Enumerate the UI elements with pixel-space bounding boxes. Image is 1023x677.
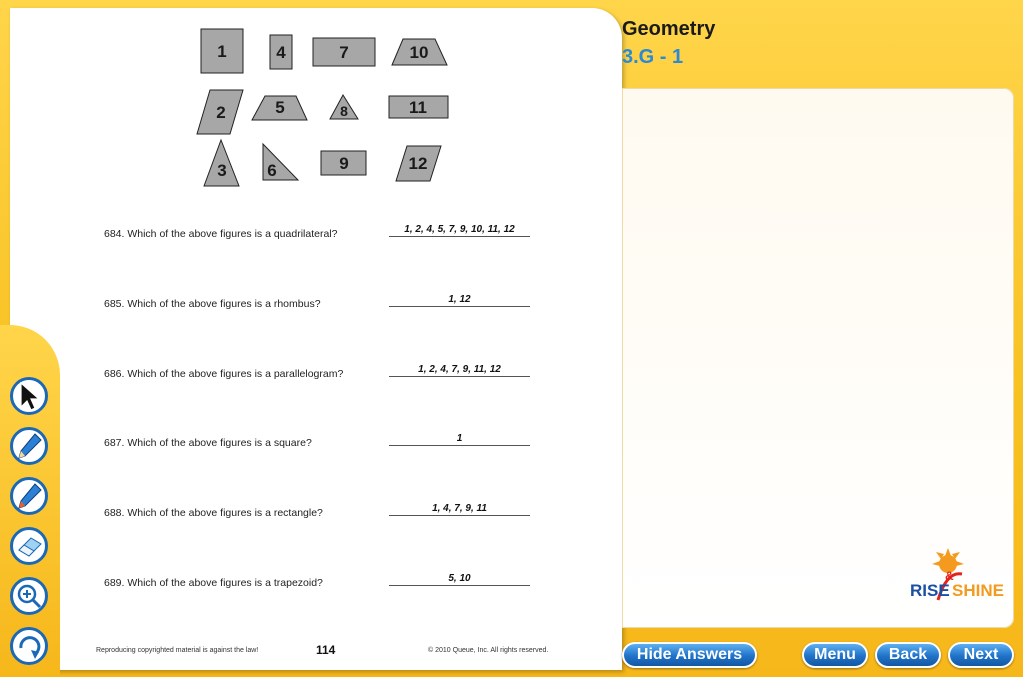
- shape-3: [204, 140, 239, 186]
- pen-orange-tool-button[interactable]: [10, 477, 48, 515]
- shape-11: [389, 96, 448, 118]
- shapes-figure: [190, 28, 450, 188]
- menu-button[interactable]: Menu: [802, 642, 868, 668]
- shape-4: [270, 35, 292, 69]
- next-button[interactable]: Next: [948, 642, 1014, 668]
- shape-12: [396, 146, 441, 181]
- page-number: 114: [316, 643, 336, 657]
- back-button[interactable]: Back: [875, 642, 941, 668]
- copyright-warning: Reproducing copyrighted material is against the law!: [96, 647, 259, 654]
- answer-text: 1, 4, 7, 9, 11: [389, 503, 530, 516]
- question-text: 688. Which of the above figures is a rectangle?: [104, 507, 323, 519]
- zoom-in-icon: [15, 582, 43, 610]
- question-685: [104, 294, 534, 318]
- logo-ampersand: &: [945, 569, 954, 583]
- svg-text:9: 9: [339, 154, 349, 173]
- shape-2: [197, 90, 243, 134]
- shape-7: [313, 38, 375, 66]
- svg-text:5: 5: [275, 98, 285, 117]
- shape-8: [330, 95, 358, 119]
- rise-shine-logo: [908, 548, 1004, 608]
- refresh-tool-button[interactable]: [10, 627, 48, 665]
- pen-blue-icon: [15, 432, 43, 460]
- svg-text:11: 11: [409, 98, 427, 117]
- shape-9: [321, 151, 366, 175]
- question-684: [104, 224, 534, 248]
- eraser-tool-button[interactable]: [10, 527, 48, 565]
- question-688: [104, 503, 534, 527]
- pointer-tool-button[interactable]: [10, 377, 48, 415]
- svg-text:8: 8: [340, 103, 348, 119]
- shape-5: [252, 96, 307, 120]
- tool-sidebar: [0, 325, 60, 677]
- question-text: 689. Which of the above figures is a trapezoid?: [104, 577, 323, 589]
- answer-text: 1, 12: [389, 294, 530, 307]
- svg-text:10: 10: [409, 43, 429, 62]
- shape-10: [392, 39, 447, 65]
- logo-word-shine: SHINE: [952, 581, 1004, 600]
- lesson-title: Geometry: [622, 18, 716, 40]
- answer-text: 5, 10: [389, 573, 530, 586]
- svg-text:12: 12: [408, 154, 428, 173]
- question-686: [104, 364, 534, 388]
- eraser-icon: [15, 534, 43, 558]
- svg-text:4: 4: [276, 43, 286, 62]
- svg-text:2: 2: [216, 103, 226, 122]
- question-687: [104, 433, 534, 457]
- hide-answers-button[interactable]: Hide Answers: [622, 642, 757, 668]
- answer-text: 1, 2, 4, 7, 9, 11, 12: [389, 364, 530, 377]
- question-text: 685. Which of the above figures is a rhombus?: [104, 298, 321, 310]
- question-689: [104, 573, 534, 597]
- question-text: 686. Which of the above figures is a parallelogram?: [104, 368, 344, 380]
- answer-text: 1: [389, 433, 530, 446]
- shape-6: [263, 144, 298, 180]
- question-text: 684. Which of the above figures is a quadrilateral?: [104, 228, 338, 240]
- question-text: 687. Which of the above figures is a square?: [104, 437, 312, 449]
- copyright-notice: © 2010 Queue, Inc. All rights reserved.: [428, 647, 549, 654]
- refresh-icon: [15, 632, 43, 660]
- svg-text:7: 7: [339, 43, 349, 62]
- pointer-icon: [16, 381, 42, 411]
- svg-text:3: 3: [217, 161, 227, 180]
- pen-orange-icon: [15, 482, 43, 510]
- pen-blue-tool-button[interactable]: [10, 427, 48, 465]
- zoom-tool-button[interactable]: [10, 577, 48, 615]
- notes-panel: [622, 88, 1014, 628]
- shape-1: [201, 29, 243, 73]
- answer-text: 1, 2, 4, 5, 7, 9, 10, 11, 12: [389, 224, 530, 237]
- svg-text:1: 1: [217, 42, 227, 61]
- svg-text:6: 6: [267, 161, 277, 180]
- lesson-standard: 3.G - 1: [622, 46, 684, 68]
- logo-word-rise: RISE: [910, 581, 950, 600]
